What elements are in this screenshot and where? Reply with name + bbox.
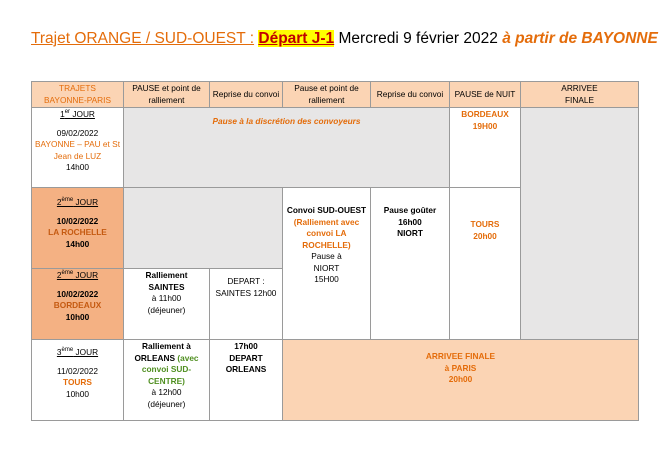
day2-gouter-cell	[371, 188, 450, 340]
day1-label: 1er JOUR	[60, 109, 95, 119]
table-row-day3	[32, 340, 639, 421]
header-pause-nuit: PAUSE de NUIT	[450, 82, 521, 108]
day3-final-l1: ARRIVEE FINALE	[425, 351, 496, 361]
schedule-table	[31, 81, 639, 421]
day1-night-city: BORDEAUX	[461, 109, 509, 119]
day3-time: 10h00	[65, 388, 90, 399]
day2b-depart: DEPART :	[227, 276, 265, 286]
day2-pause-time: 15H00	[314, 274, 339, 284]
day1-date: 09/02/2022	[56, 127, 99, 138]
day2-gouter-city: NIORT	[397, 228, 423, 238]
day3-ral-note: (avec convoi SUD-CENTRE)	[141, 352, 199, 386]
day2-date: 10/02/2022	[56, 215, 99, 226]
day3-final-l2: à PARIS	[444, 362, 477, 373]
day3-final-l3: 20h00	[448, 374, 473, 384]
day2b-city: BORDEAUX	[53, 300, 102, 310]
day2-cell	[32, 188, 124, 269]
day2-city: LA ROCHELLE	[48, 227, 107, 237]
day2-convoi-note: (Ralliement avec convoi LA ROCHELLE)	[293, 216, 360, 250]
day3-ral-dej: (déjeuner)	[147, 398, 186, 409]
day2-night-city: TOURS	[470, 219, 500, 229]
day2b-cell	[32, 269, 124, 340]
day3-ral-time: à 12h00	[151, 387, 182, 397]
header-pause-2: Pause et point de ralliement	[283, 82, 371, 108]
day2b-depart-detail: SAINTES 12h00	[215, 287, 277, 298]
header-row	[32, 82, 639, 108]
day1-route: BAYONNE – PAU et St Jean de LUZ	[35, 139, 120, 161]
day2-convoi-cell	[283, 188, 371, 340]
page-title	[31, 30, 658, 48]
day2b-date: 10/02/2022	[56, 288, 99, 299]
day1-night-cell	[450, 108, 521, 188]
day3-final-cell	[283, 340, 639, 421]
day3-label: 3ème JOUR	[56, 347, 99, 357]
day2-pause-a: Pause à	[311, 251, 342, 261]
day2b-ral-time: à 11h00	[151, 293, 182, 303]
title-departure: Départ J-1	[258, 30, 335, 47]
day3-ral-city: ORLEANS	[134, 352, 176, 363]
header-arrivee: ARRIVEE FINALE	[521, 82, 639, 108]
day1-pause-note: Pause à la discrétion des convoyeurs	[212, 116, 361, 126]
day2-convoi-title: Convoi SUD-OUEST	[286, 205, 367, 215]
day2-time: 14h00	[65, 238, 90, 249]
day2-gouter-time: 16h00	[398, 216, 422, 227]
day3-depart-cell	[210, 340, 283, 421]
day2-empty-cell	[124, 188, 283, 269]
header-reprise-2: Reprise du convoi	[371, 82, 450, 108]
table-row-day1	[32, 108, 639, 188]
day3-city: TOURS	[63, 377, 92, 387]
day1-night-time: 19H00	[472, 120, 498, 131]
title-date: Mercredi 9 février 2022	[338, 30, 498, 47]
day3-cell	[32, 340, 124, 421]
day2b-ral-city: SAINTES	[148, 281, 185, 292]
header-trajets: TRAJETS BAYONNE-PARIS	[32, 82, 124, 108]
title-origin: à partir de BAYONNE	[502, 30, 658, 47]
day2b-depart-cell	[210, 269, 283, 340]
day3-dep-city: ORLEANS	[225, 364, 267, 374]
header-reprise-1: Reprise du convoi	[210, 82, 283, 108]
arrivee-empty-cell	[521, 108, 639, 340]
day2b-label: 2ème JOUR	[56, 270, 99, 280]
day3-dep-time: 17h00	[234, 341, 258, 351]
day2b-ralliement: Ralliement	[145, 270, 188, 280]
day2b-ral-note: (déjeuner)	[147, 304, 186, 315]
title-route: Trajet ORANGE / SUD-OUEST :	[31, 30, 255, 47]
header-pause-1: PAUSE et point de ralliement	[124, 82, 210, 108]
day1-pause-note-cell	[124, 108, 450, 188]
day2-night-time: 20h00	[473, 230, 497, 241]
day3-date: 11/02/2022	[57, 365, 98, 376]
day3-dep-label: DEPART	[229, 352, 263, 363]
day3-ralliement: Ralliement à	[142, 341, 191, 351]
day2-pause-city: NIORT	[313, 262, 340, 273]
day2b-time: 10h00	[65, 311, 90, 322]
day3-ralliement-cell	[124, 340, 210, 421]
day1-cell	[32, 108, 124, 188]
day2-label: 2ème JOUR	[56, 197, 99, 207]
day2-night-cell	[450, 188, 521, 340]
day2b-ralliement-cell	[124, 269, 210, 340]
day2-gouter: Pause goûter	[383, 205, 437, 215]
day1-time: 14h00	[65, 162, 90, 172]
